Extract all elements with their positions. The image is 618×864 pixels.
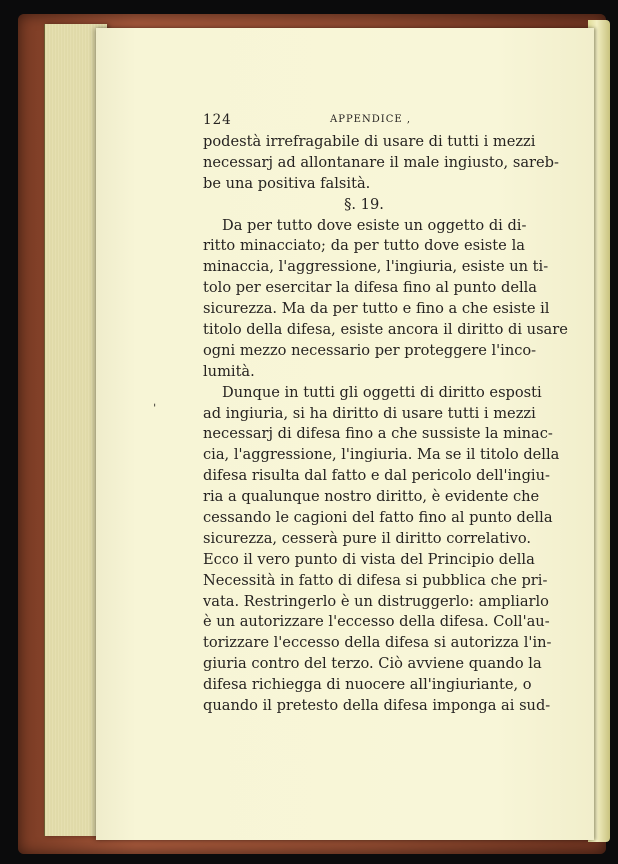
text-line: minaccia, l'aggressione, l'ingiuria, esiste un ti-: [203, 258, 549, 276]
text-line: lumità.: [203, 362, 255, 380]
text-line: podestà irrefragabile di usare di tutti i mezzi: [203, 133, 536, 150]
text-line: è un autorizzare l'eccesso della difesa. Coll'au-: [203, 613, 550, 631]
text-line: sicurezza. Ma da per tutto e fino a che esiste il: [203, 300, 550, 318]
text-line: torizzare l'eccesso della difesa si autorizza l'in-: [203, 634, 552, 652]
section-heading: §. 19.: [344, 195, 384, 213]
text-line: titolo della difesa, esiste ancora il diritto di usare: [203, 321, 568, 339]
text-line: be una positiva falsità.: [203, 174, 371, 192]
running-title: APPENDICE ,: [330, 114, 412, 125]
text-line: Ecco il vero punto di vista del Principio della: [203, 550, 535, 568]
page-text: [203, 112, 568, 717]
text-line: ogni mezzo necessario per proteggere l'inco-: [203, 341, 537, 359]
text-line: cia, l'aggressione, l'ingiuria. Ma se il titolo della: [203, 446, 560, 464]
text-line: necessarj ad allontanare il male ingiusto, sareb-: [203, 153, 559, 171]
page-header: [203, 112, 525, 132]
text-line: difesa richiegga di nuocere all'ingiuriante, o: [203, 676, 532, 694]
text-line: ritto minacciato; da per tutto dove esiste la: [203, 237, 525, 255]
text-line: Necessità in fatto di difesa si pubblica che pri-: [203, 571, 548, 589]
text-line: tolo per esercitar la difesa fino al punto della: [203, 279, 537, 297]
text-line: Dunque in tutti gli oggetti di diritto esposti: [222, 383, 542, 401]
text-line: quando il pretesto della difesa imponga ai sud-: [203, 697, 551, 715]
margin-mark: ˈ: [153, 402, 157, 416]
text-line: ad ingiuria, si ha diritto di usare tutti i mezzi: [203, 404, 536, 422]
text-line: cessando le cagioni del fatto fino al punto della: [203, 509, 553, 527]
text-line: giuria contro del terzo. Ciò avviene quando la: [203, 655, 542, 673]
text-line: difesa risulta dal fatto e dal pericolo dell'ingiu-: [203, 467, 550, 485]
text-line: necessarj di difesa fino a che sussiste la minac-: [203, 425, 553, 443]
text-line: Da per tutto dove esiste un oggetto di di-: [222, 216, 527, 234]
text-line: vata. Restringerlo è un distruggerlo: ampliarlo: [203, 592, 549, 610]
page-number: 124: [203, 112, 232, 128]
text-line: sicurezza, cesserà pure il diritto correlativo.: [203, 529, 532, 547]
text-line: ria a qualunque nostro diritto, è evidente che: [203, 488, 540, 506]
